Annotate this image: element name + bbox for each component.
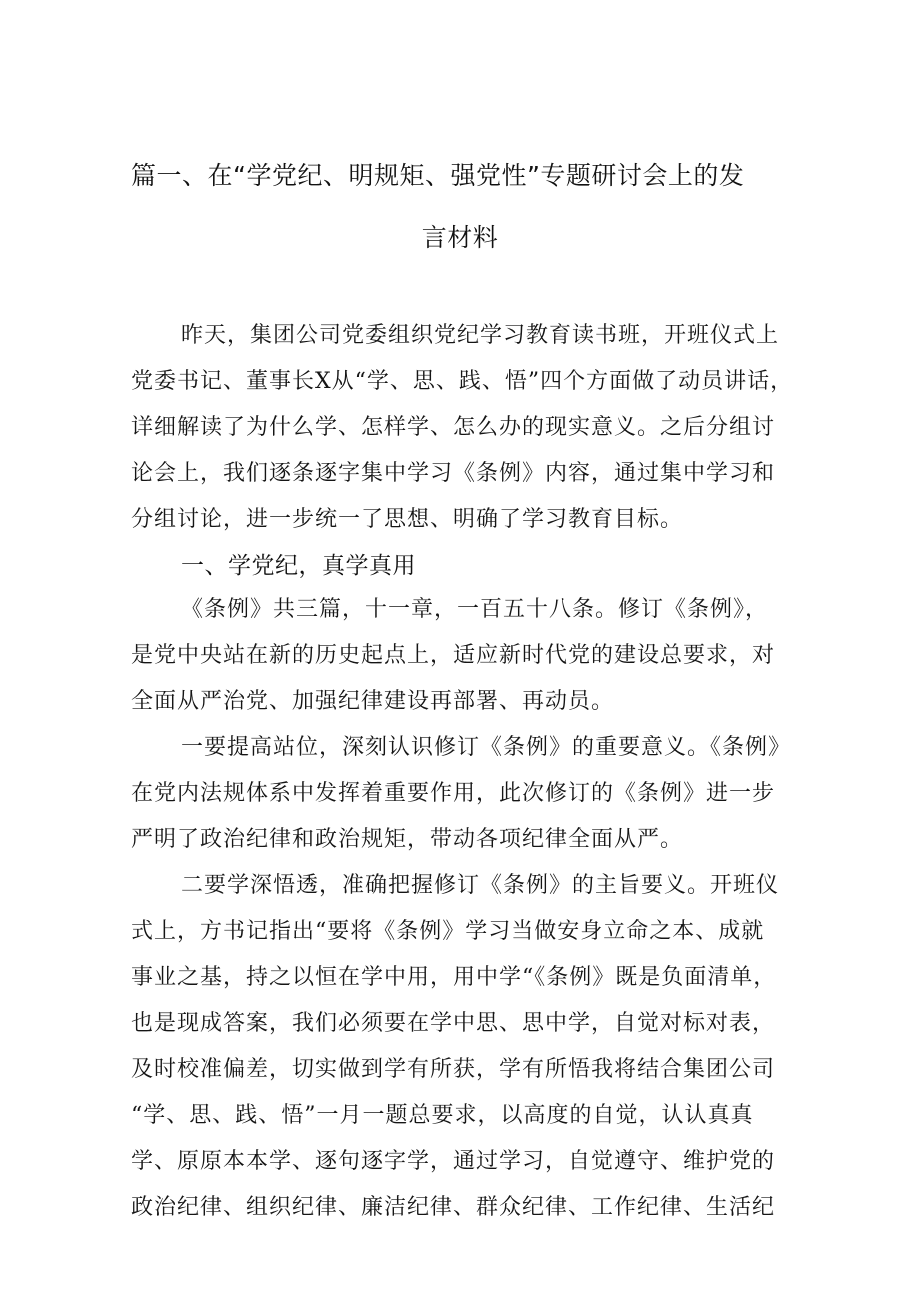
paragraph-4-line-2: 式上，方书记指出“要将《条例》学习当做安身立命之本、成就: [131, 919, 765, 944]
paragraph-3-line-1: 一要提高站位，深刻认识修订《条例》的重要意义。《条例》: [181, 735, 792, 760]
paragraph-2-line-1: 《条例》共三篇，十一章，一百五十八条。修订《条例》，: [181, 597, 769, 622]
document-title-line-2: 言材料: [421, 223, 499, 252]
section-heading-1: 一、学党纪，真学真用: [181, 553, 416, 579]
paragraph-1-line-5: 分组讨论，进一步统一了思想、明确了学习教育目标。: [131, 507, 684, 532]
paragraph-4-line-5: 及时校准偏差，切实做到学有所获，学有所悟我将结合集团公司: [131, 1057, 776, 1082]
paragraph-3-line-2: 在党内法规体系中发挥着重要作用，此次修订的《条例》进一步: [131, 781, 776, 806]
paragraph-2-line-2: 是党中央站在新的历史起点上，适应新时代党的建设总要求，对: [131, 643, 776, 668]
document-title-line-1: 篇一、在“学党纪、明规矩、强党性”专题研讨会上的发: [131, 161, 745, 190]
paragraph-1-line-2: 党委书记、董事长X从“学、思、践、悟”四个方面做了动员讲话，: [131, 369, 794, 394]
paragraph-4-line-4: 也是现成答案，我们必须要在学中思、思中学，自觉对标对表，: [131, 1011, 776, 1036]
paragraph-4-line-3: 事业之基，持之以恒在学中用，用中学“《条例》既是负面清单，: [131, 965, 777, 990]
paragraph-4-line-7: 学、原原本本学、逐句逐字学，通过学习，自觉遵守、维护党的: [131, 1149, 776, 1174]
paragraph-4-line-1: 二要学深悟透，准确把握修订《条例》的主旨要义。开班仪: [181, 873, 780, 898]
paragraph-4-line-8: 政治纪律、组织纪律、廉洁纪律、群众纪律、工作纪律、生活纪: [131, 1195, 776, 1220]
paragraph-2-line-3: 全面从严治党、加强纪律建设再部署、再动员。: [131, 689, 615, 714]
paragraph-4-line-6: “学、思、践、悟”一月一题总要求，以高度的自觉，认认真真: [131, 1103, 754, 1128]
paragraph-1-line-4: 论会上，我们逐条逐字集中学习《条例》内容，通过集中学习和: [131, 461, 776, 486]
paragraph-1-line-3: 详细解读了为什么学、怎样学、怎么办的现实意义。之后分组讨: [131, 415, 776, 440]
paragraph-1-line-1: 昨天，集团公司党委组织党纪学习教育读书班，开班仪式上: [181, 323, 780, 348]
paragraph-3-line-3: 严明了政治纪律和政治规矩，带动各项纪律全面从严。: [131, 827, 684, 852]
